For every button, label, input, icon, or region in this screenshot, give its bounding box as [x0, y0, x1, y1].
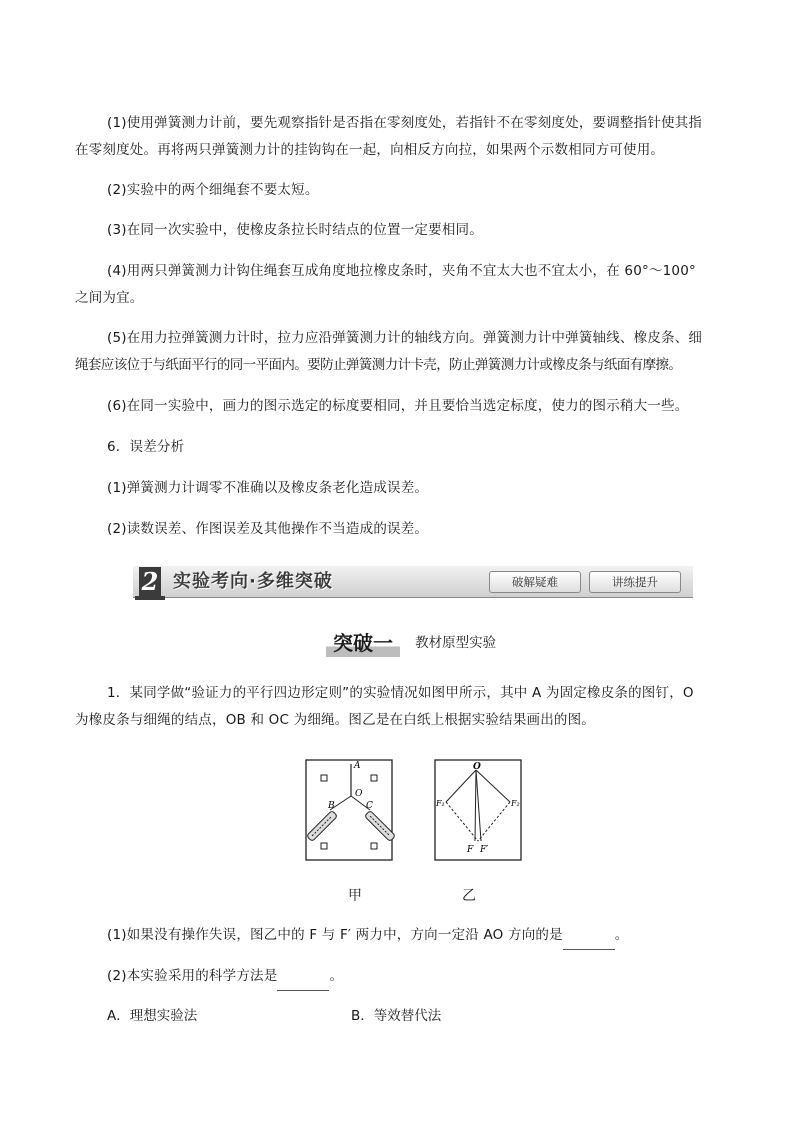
breakthrough-title: 突破一: [326, 630, 400, 657]
break-difficulty-button[interactable]: 破解疑难: [489, 571, 581, 593]
practice-improve-button[interactable]: 讲练提升: [589, 571, 681, 593]
yi-force-fprime: [476, 770, 481, 841]
yi-force-f: [475, 770, 476, 841]
section-banner: [133, 566, 693, 598]
jia-pin-tl: [321, 775, 327, 781]
jia-pin-bl: [321, 843, 327, 849]
yi-label-f: F: [467, 845, 474, 855]
option-b[interactable]: B．等效替代法: [351, 1008, 442, 1024]
figure-jia: [306, 760, 396, 860]
error-item-1: [75, 475, 720, 502]
jia-label-o: O: [355, 789, 363, 799]
yi-dashed-left: [446, 802, 478, 841]
error-2-text: (2)读数误差、作图误差及其他操作不当造成的误差。: [107, 521, 429, 537]
p5-line2: 绳套应该位于与纸面平行的同一平面内。要防止弹簧测力计卡壳，防止弹簧测力计或橡皮条与纸面有摩擦。: [75, 357, 682, 373]
jia-label-b: B: [328, 801, 335, 811]
section-error-title: [75, 434, 720, 461]
paragraph-2: [75, 177, 720, 204]
sub-question-1-end: 。: [614, 927, 629, 943]
paragraph-4: [75, 258, 720, 312]
jia-label-c: C: [366, 801, 373, 811]
paragraph-5: [75, 325, 720, 379]
p5-line1: (5)在用力拉弹簧测力计时，拉力应沿弹簧测力计的轴线方向。弹簧测力计中弹簧轴线、橡皮条、细: [107, 330, 703, 346]
p3-text: (3)在同一次实验中，使橡皮条拉长时结点的位置一定要相同。: [107, 222, 483, 238]
p4-line1: (4)用两只弹簧测力计钩住绳套互成角度地拉橡皮条时，夹角不宜太大也不宜太小，在 60°～100°: [107, 263, 696, 279]
error-analysis-heading: 6．误差分析: [107, 439, 185, 455]
question-line1: 1．某同学做“验证力的平行四边形定则”的实验情况如图甲所示，其中 A 为固定橡皮条的图钉，O: [107, 685, 694, 701]
yi-dashed-right: [478, 802, 510, 841]
error-1-text: (1)弹簧测力计调零不准确以及橡皮条老化造成误差。: [107, 480, 429, 496]
yi-paper: [435, 760, 521, 860]
sub-question-2-text: (2)本实验采用的科学方法是: [107, 968, 278, 984]
sub-question-2: [75, 963, 720, 991]
p4-line2: 之间为宜。: [75, 290, 144, 306]
jia-label-a: A: [354, 761, 361, 771]
p1-line1: (1)使用弹簧测力计前，要先观察指针是否指在零刻度处，若指针不在零刻度处，要调整指针使其指: [107, 115, 703, 131]
sub-question-2-end: 。: [329, 968, 344, 984]
sub-question-1: [75, 922, 720, 950]
figure-jia-label: 甲: [348, 888, 362, 904]
sub-question-1-text: (1)如果没有操作失误，图乙中的 F 与 F′ 两力中，方向一定沿 AO 方向的是: [107, 927, 563, 943]
jia-pin-tr: [371, 775, 377, 781]
answer-blank-2[interactable]: [277, 963, 329, 991]
section-title: 实验考向·多维突破: [173, 571, 333, 592]
yi-force-f1: [446, 770, 476, 802]
p1-line2: 在零刻度处。再将两只弹簧测力计的挂钩钩在一起，向相反方向拉，如果两个示数相同方可使用。: [75, 142, 665, 158]
yi-force-f2: [476, 770, 510, 802]
breakthrough-heading: [326, 630, 496, 658]
paragraph-3: [75, 217, 720, 244]
question-1: [75, 680, 720, 734]
paragraph-1: [75, 110, 720, 164]
p6-text: (6)在同一实验中，画力的图示选定的标度要相同，并且要恰当选定标度，使力的图示稍大一些。: [107, 398, 689, 414]
answer-blank-1[interactable]: [563, 922, 615, 950]
figure-yi: [435, 760, 521, 860]
question-line2: 为橡皮条与细绳的结点，OB 和 OC 为细绳。图乙是在白纸上根据实验结果画出的图。: [75, 712, 596, 728]
breakthrough-subtitle: 教材原型实验: [415, 635, 497, 651]
experiment-figures: [300, 756, 530, 866]
paragraph-6: [75, 393, 720, 420]
figure-yi-label: 乙: [462, 888, 476, 904]
jia-spring-scale-c: [364, 810, 395, 841]
option-a[interactable]: A．理想实验法: [107, 1008, 198, 1024]
jia-board: [306, 760, 392, 860]
yi-label-o: O: [473, 762, 481, 772]
p2-text: (2)实验中的两个细绳套不要太短。: [107, 182, 319, 198]
error-item-2: [75, 516, 720, 543]
jia-pin-br: [371, 843, 377, 849]
yi-label-f2: F₂: [511, 799, 520, 808]
yi-label-f1: F₁: [436, 799, 445, 808]
jia-spring-scale-b: [306, 810, 337, 841]
section-number: 2: [139, 567, 161, 596]
yi-label-fprime: F′: [480, 845, 489, 855]
